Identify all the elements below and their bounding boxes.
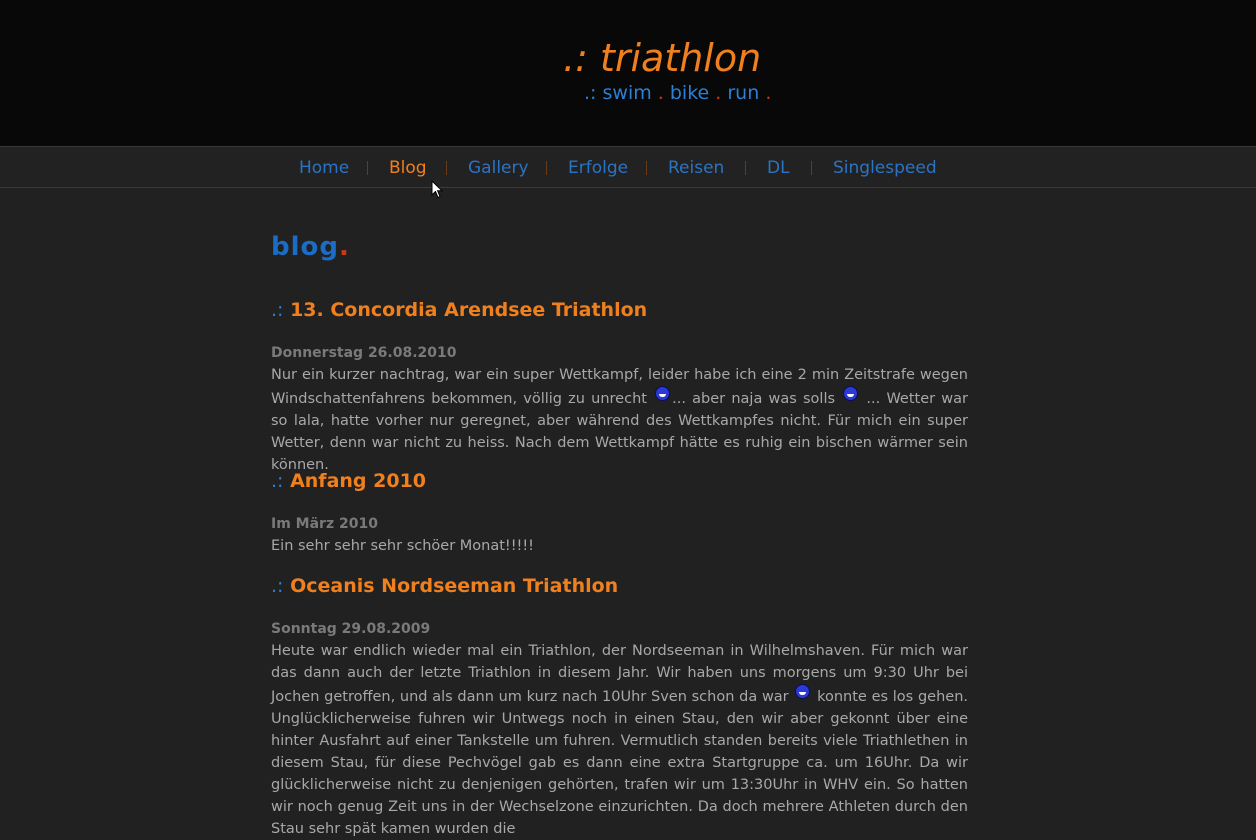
smiley-icon	[843, 386, 858, 401]
post-body: Nur ein kurzer nachtrag, war ein super Wettkampf, leider habe ich eine 2 min Zeitstrafe wegen Windschattenfahrens bekommen, völlig zu unrecht ... aber naja was solls ... Wetter war so lala, hatte vorher nur geregnet, aber während des Wettkampfes nicht. Für mich ein super Wetter, denn war nicht zu heiss. Nach dem Wettkampf hätte es ruhig ein bischen wärmer sein können.	[271, 367, 968, 473]
site-header	[0, 0, 1256, 146]
smiley-icon	[795, 684, 810, 699]
nav-home[interactable]: Home	[299, 158, 350, 178]
tagline-dot: .	[765, 82, 772, 104]
nav-separator	[546, 161, 547, 175]
post-title[interactable]: .: Anfang 2010	[271, 470, 427, 492]
page-title-dot: .	[339, 232, 350, 262]
post-title[interactable]: .: Oceanis Nordseeman Triathlon	[271, 575, 619, 597]
site-tagline	[584, 82, 771, 104]
post-date: Im März 2010	[271, 516, 378, 532]
tagline-dot: .	[715, 82, 722, 104]
mouse-cursor-icon	[431, 180, 443, 200]
page-title: blog.	[271, 232, 350, 262]
post-body: Ein sehr sehr sehr schöer Monat!!!!!	[271, 538, 534, 554]
post-title-prefix: .:	[271, 470, 284, 492]
site-title[interactable]: .: triathlon	[563, 36, 762, 80]
nav-separator	[446, 161, 447, 175]
nav-separator	[646, 161, 647, 175]
main-nav	[0, 146, 1256, 188]
smiley-icon	[655, 386, 670, 401]
nav-blog[interactable]: Blog	[389, 158, 427, 178]
nav-separator	[811, 161, 812, 175]
post-title[interactable]: .: 13. Concordia Arendsee Triathlon	[271, 299, 648, 321]
post-title-prefix: .:	[271, 575, 284, 597]
nav-reisen[interactable]: Reisen	[668, 158, 725, 178]
tagline-swim: swim	[602, 82, 652, 104]
tagline-run: run	[727, 82, 760, 104]
tagline-bike: bike	[669, 82, 710, 104]
post-title-prefix: .:	[271, 299, 284, 321]
post-date: Donnerstag 26.08.2010	[271, 345, 457, 361]
tagline-prefix: .:	[584, 82, 597, 104]
nav-dl[interactable]: DL	[767, 158, 790, 178]
tagline-dot: .	[657, 82, 664, 104]
nav-separator	[745, 161, 746, 175]
nav-gallery[interactable]: Gallery	[468, 158, 529, 178]
post-body: Heute war endlich wieder mal ein Triathlon, der Nordseeman in Wilhelmshaven. Für mich war das dann auch der letzte Triathlon in diesem Jahr. Wir haben uns morgens um 9:30 Uhr bei Jochen getroffen, und als dann um kurz nach 10Uhr Sven schon da war konnte es los gehen. Unglücklicherweise fuhren wir Untwegs noch in einen Stau, den wir aber gekonnt über eine hinter Ausfahrt auf einer Tankstelle um fuhren. Vermutlich standen bereits viele Triathlethen in diesem Stau, für diese Pechvögel gab es dann eine extra Startgruppe ca. um 16Uhr. Da wir glücklicherweise nicht zu denjenigen gehörten, trafen wir um 13:30Uhr in WHV ein. So hatten wir noch genug Zeit uns in der Wechselzone einzurichten. Da doch mehrere Athleten durch den Stau sehr spät kamen wurden die	[271, 643, 968, 837]
nav-singlespeed[interactable]: Singlespeed	[833, 158, 937, 178]
nav-erfolge[interactable]: Erfolge	[568, 158, 629, 178]
nav-separator	[367, 161, 368, 175]
post-date: Sonntag 29.08.2009	[271, 621, 431, 637]
